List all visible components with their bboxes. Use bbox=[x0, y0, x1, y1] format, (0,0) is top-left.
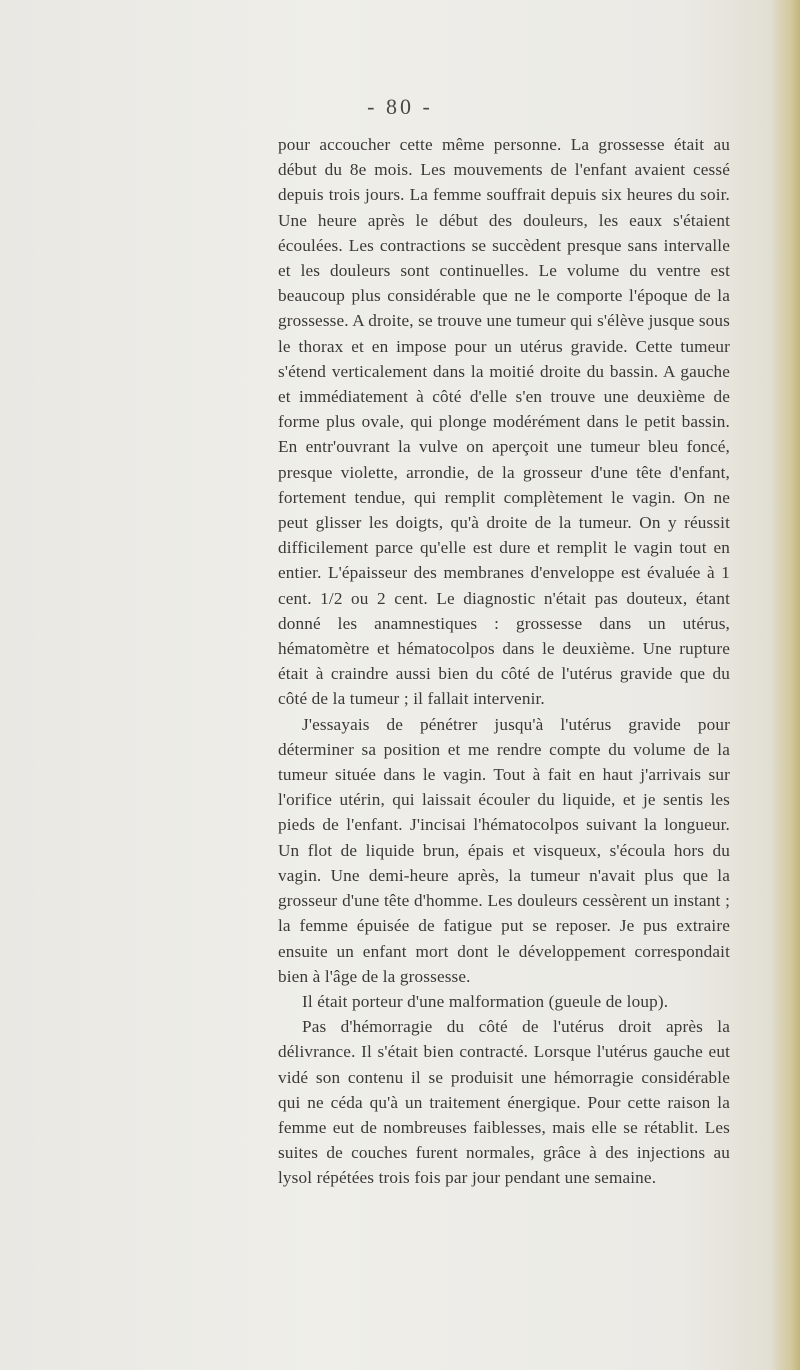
page-edge-shadow bbox=[772, 0, 800, 1370]
paragraph-2: J'essayais de pénétrer jusqu'à l'utérus gravide pour déterminer sa position et me rendre compte du volume de la tumeur située dans le vagin. Tout à fait en haut j'arrivais sur l'orifice utérin, qui laissait écouler du liquide, et je sentis les pieds de l'enfant. J'incisai l'hématocolpos suivant la longueur. Un flot de liquide brun, épais et visqueux, s'écoula hors du vagin. Une demi-heure après, la tumeur n'avait plus que la grosseur d'une tête d'homme. Les douleurs cessèrent un instant ; la femme épuisée de fatigue put se reposer. Je pus extraire ensuite un enfant mort dont le développement correspondait bien à l'âge de la grossesse. bbox=[278, 714, 730, 986]
paragraph-4: Pas d'hémorragie du côté de l'utérus droit après la délivrance. Il s'était bien contracté. Lorsque l'utérus gauche eut vidé son contenu il se produisit une hémorragie considérable qui ne céda qu'à un traitement énergique. Pour cette raison la femme eut de nombreuses faiblesses, mais elle se rétablit. Les suites de couches furent normales, grâce à des injections au lysol répétées trois fois par jour pendant une semaine. bbox=[278, 1017, 730, 1188]
paragraph-1: pour accoucher cette même personne. La grossesse était au début du 8e mois. Les mouvements de l'enfant avaient cessé depuis trois jours. La femme souffrait depuis six heures du soir. Une heure après le début des douleurs, les eaux s'étaient écoulées. Les contractions se succèdent presque sans intervalle et les douleurs sont continuelles. Le volume du ventre est beaucoup plus considérable que ne le comporte l'époque de la grossesse. A droite, se trouve une tumeur qui s'élève jusque sous le thorax et en impose pour un utérus gravide. Cette tumeur s'étend verticalement dans la moitié droite du bassin. A gauche et immédiatement à côté d'elle s'en trouve une deuxième de forme plus ovale, qui plonge modérément dans le petit bassin. En entr'ouvrant la vulve on aperçoit une tumeur bleu foncé, presque violette, arrondie, de la grosseur d'une tête d'enfant, fortement tendue, qui remplit complètement le vagin. On ne peut glisser les doigts, qu'à droite de la tumeur. On y réussit difficilement parce qu'elle est dure et remplit le vagin tout en entier. L'épaisseur des membranes d'enveloppe est évaluée à 1 cent. 1/2 ou 2 cent. Le diagnostic n'était pas douteux, étant donné les anamnestiques : grossesse dans un utérus, hématomètre et hématocolpos dans le deuxième. Une rupture était à craindre aussi bien du côté de l'utérus gravide que du côté de la tumeur ; il fallait intervenir. bbox=[278, 135, 731, 709]
body-text bbox=[278, 132, 730, 1191]
page-number: - 80 - bbox=[367, 94, 433, 119]
paragraph-3: Il était porteur d'une malformation (gueule de loup). bbox=[302, 991, 669, 1011]
